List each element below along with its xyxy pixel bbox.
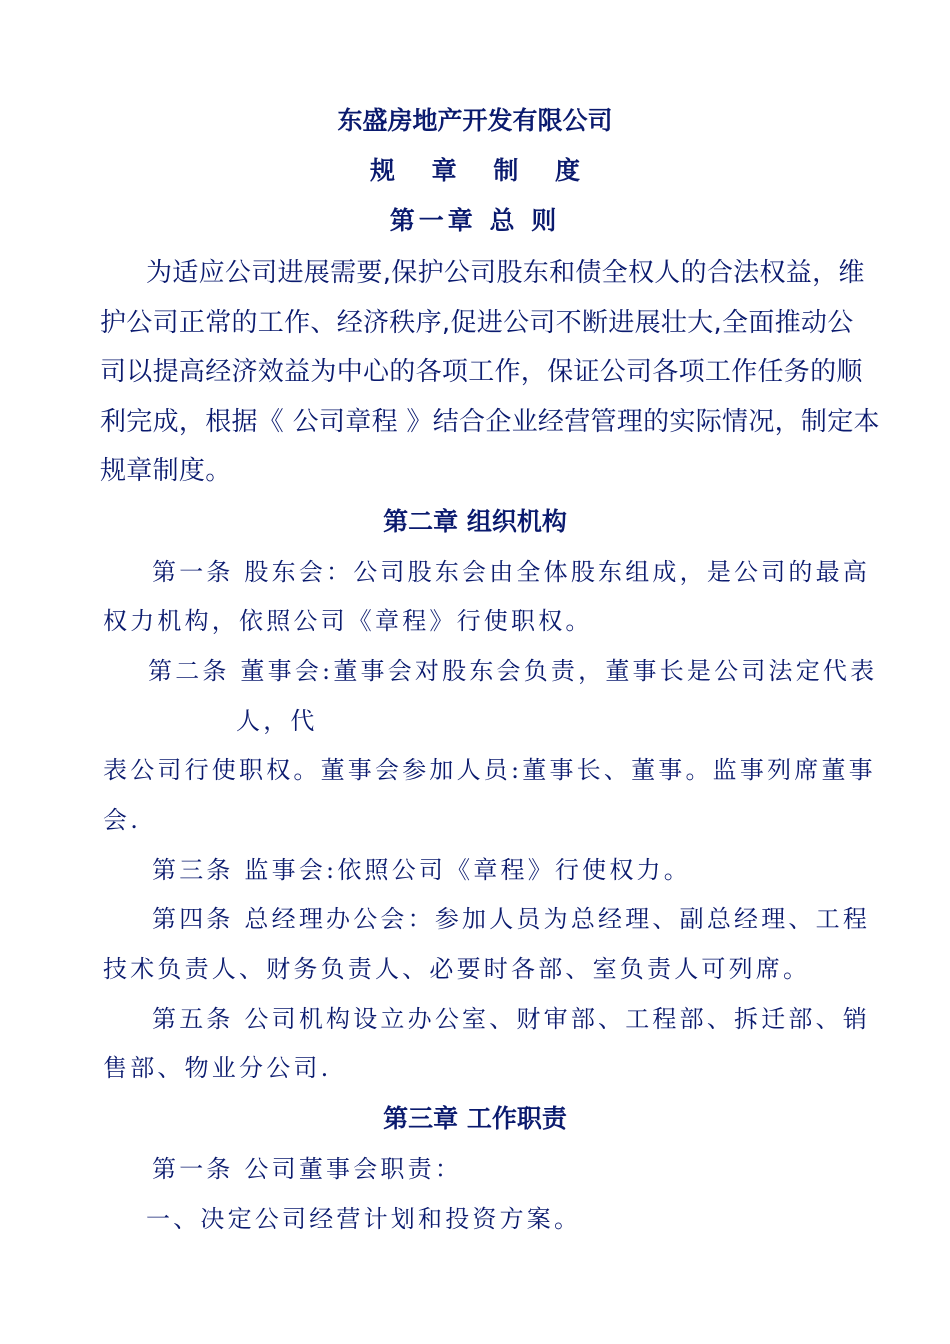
chapter2-article2-line: 会. — [103, 806, 142, 834]
company-name: 东盛房地产开发有限公司 — [337, 106, 613, 135]
chapter3-item-line: 一、决定公司经营计划和投资方案。 — [146, 1205, 582, 1233]
chapter2-article2-line: 表公司行使职权。董事会参加人员:董事长、董事。监事列席董事 — [103, 756, 876, 784]
chapter2-article2-line: 第二条 董事会:董事会对股东会负责，董事长是公司法定代表 — [148, 657, 878, 685]
chapter2-article4-line: 第四条 总经理办公会：参加人员为总经理、副总经理、工程 — [152, 905, 871, 933]
chapter1-paragraph-line: 为适应公司进展需要,保护公司股东和债全权人的合法权益，维 — [146, 258, 865, 288]
chapter2-article3-line: 第三条 监事会:依照公司《章程》行使权力。 — [152, 856, 691, 884]
chapter1-paragraph-line: 司以提高经济效益为中心的各项工作，保证公司各项工作任务的顺 — [100, 357, 863, 387]
chapter1-paragraph-line: 利完成，根据《 公司章程 》结合企业经营管理的实际情况，制定本 — [100, 407, 880, 437]
chapter2-article5-line: 售部、物业分公司. — [103, 1054, 332, 1082]
chapter2-article2-line: 人，代 — [236, 707, 318, 735]
chapter2-article4-line: 技术负责人、财务负责人、必要时各部、室负责人可列席。 — [103, 955, 811, 983]
chapter3-article1-line: 第一条 公司董事会职责： — [152, 1155, 463, 1183]
chapter2-heading: 第二章 组织机构 — [383, 507, 567, 536]
chapter1-paragraph-line: 护公司正常的工作、经济秩序,促进公司不断进展壮大,全面推动公 — [100, 308, 854, 338]
chapter3-heading: 第三章 工作职责 — [383, 1104, 567, 1133]
chapter2-article5-line: 第五条 公司机构设立办公室、财审部、工程部、拆迁部、销 — [152, 1005, 871, 1033]
chapter2-article1-line: 第一条 股东会：公司股东会由全体股东组成，是公司的最高 — [152, 558, 871, 586]
chapter1-heading: 第一章 总 则 — [389, 206, 561, 235]
chapter1-paragraph-line: 规章制度。 — [100, 456, 232, 486]
document-title: 规 章 制 度 — [369, 156, 595, 185]
chapter2-article1-line: 权力机构，依照公司《章程》行使职权。 — [103, 607, 593, 635]
